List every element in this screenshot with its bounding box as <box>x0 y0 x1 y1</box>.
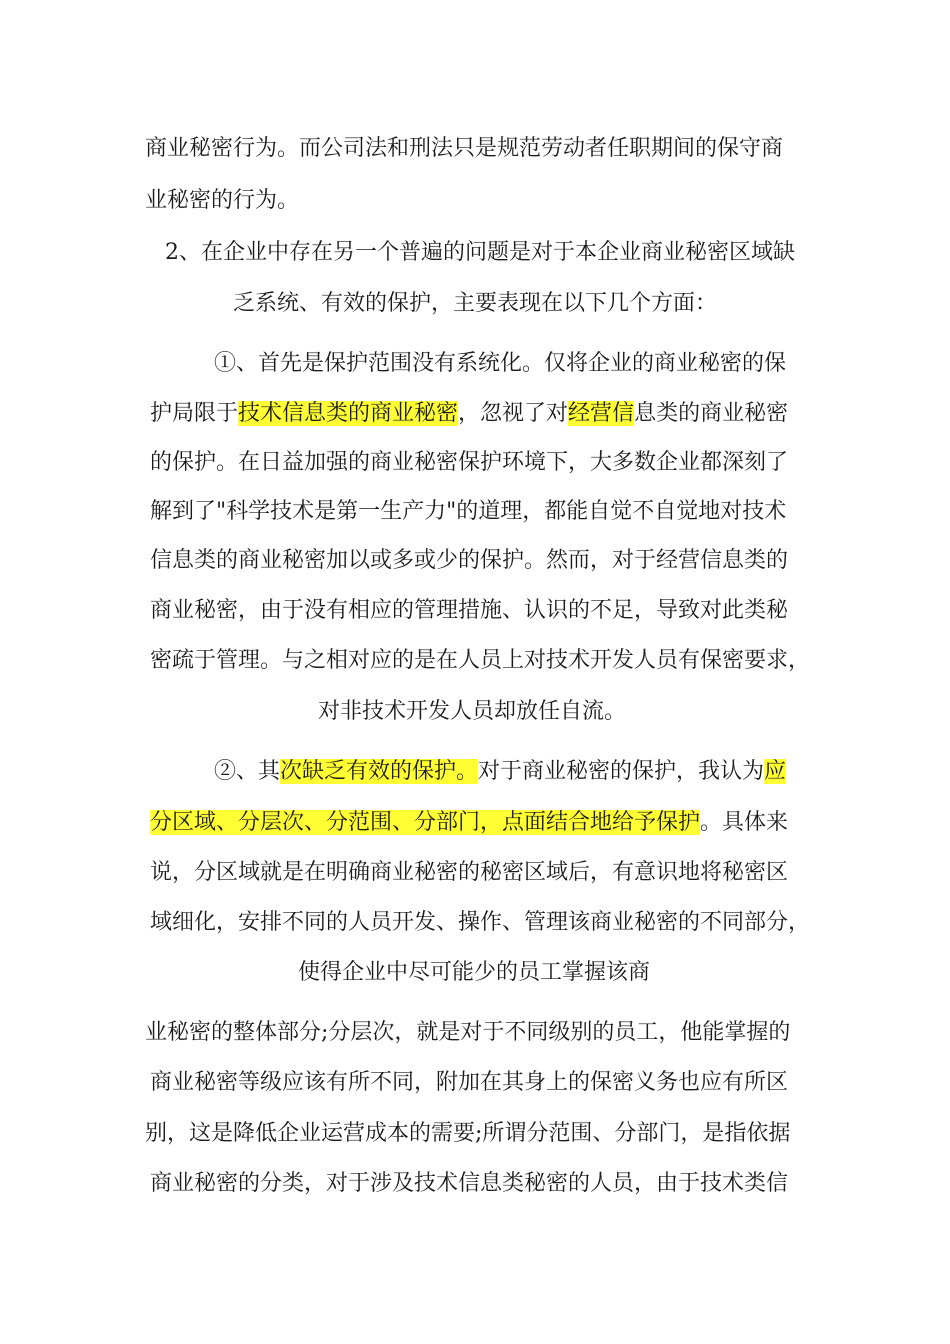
text-segment: 。具体来 <box>700 810 789 835</box>
text-segment: 密疏于管理。与之相对应的是在人员上对技术开发人员有保密要求， <box>150 648 811 673</box>
text-segment: 商业秘密行为。而公司法和刑法只是规范劳动者任职期间的保守商 <box>145 136 784 161</box>
text-line <box>145 1018 790 1048</box>
text-segment: 说，分区域就是在明确商业秘密的秘密区域后，有意识地将秘密区 <box>150 860 789 885</box>
text-segment: ②、其 <box>214 759 281 784</box>
text-line <box>150 908 810 938</box>
text-line <box>150 1169 788 1199</box>
text-line <box>145 186 299 216</box>
text-line <box>165 238 795 268</box>
text-line <box>150 596 788 626</box>
text-line <box>150 808 788 838</box>
text-line <box>298 958 650 988</box>
text-segment: 业秘密的整体部分;分层次，就是对于不同级别的员工，他能掌握的 <box>145 1020 791 1045</box>
text-segment: 护局限于 <box>150 401 239 426</box>
text-line <box>150 858 788 888</box>
text-line <box>318 697 626 727</box>
highlighted-text: 次缺乏有效的保护。 <box>280 759 479 784</box>
text-segment: 对非技术开发人员却放任自流。 <box>318 699 627 724</box>
highlighted-text: 技术信息类的商业秘密 <box>238 401 459 426</box>
text-segment: 的保护。在日益加强的商业秘密保护环境下，大多数企业都深刻了 <box>150 450 789 475</box>
text-segment: 信息类的商业秘密加以或多或少的保护。然而，对于经营信息类的 <box>150 548 789 573</box>
text-segment: 解到了"科学技术是第一生产力"的道理，都能自觉不自觉地对技术 <box>150 499 787 524</box>
text-segment: 对于商业秘密的保护，我认为 <box>478 759 765 784</box>
text-line <box>150 1068 788 1098</box>
highlighted-text: 分区域、分层次、分范围、分部门，点面结合地给予保护 <box>150 810 701 835</box>
text-line <box>145 1119 790 1149</box>
text-segment: ，忽视了对 <box>458 401 569 426</box>
text-segment: 业秘密的行为。 <box>145 188 300 213</box>
text-segment: 商业秘密等级应该有所不同，附加在其身上的保密义务也应有所区 <box>150 1070 789 1095</box>
text-segment: 商业秘密的分类，对于涉及技术信息类秘密的人员，由于技术类信 <box>150 1171 789 1196</box>
text-segment: 别，这是降低企业运营成本的需要;所谓分范围、分部门，是指依据 <box>145 1121 791 1146</box>
highlighted-text: 应 <box>764 759 787 784</box>
text-line <box>233 289 717 319</box>
text-segment: 使得企业中尽可能少的员工掌握该商 <box>298 960 651 985</box>
text-line <box>145 134 783 164</box>
text-segment: 息类的商业秘密 <box>634 401 789 426</box>
text-line <box>214 757 786 787</box>
text-line <box>150 546 788 576</box>
text-segment: 域细化，安排不同的人员开发、操作、管理该商业秘密的不同部分， <box>150 910 811 935</box>
highlighted-text: 经营信 <box>568 401 635 426</box>
text-line <box>150 497 786 527</box>
text-segment: ①、首先是保护范围没有系统化。仅将企业的商业秘密的保 <box>214 351 787 376</box>
text-segment: 乏系统、有效的保护，主要表现在以下几个方面： <box>233 291 718 316</box>
text-line <box>150 646 810 676</box>
text-line <box>214 349 786 379</box>
text-line <box>150 399 788 429</box>
text-line <box>150 448 788 478</box>
text-segment: 商业秘密，由于没有相应的管理措施、认识的不足，导致对此类秘 <box>150 598 789 623</box>
text-segment: 2、在企业中存在另一个普遍的问题是对于本企业商业秘密区域缺 <box>165 240 795 265</box>
